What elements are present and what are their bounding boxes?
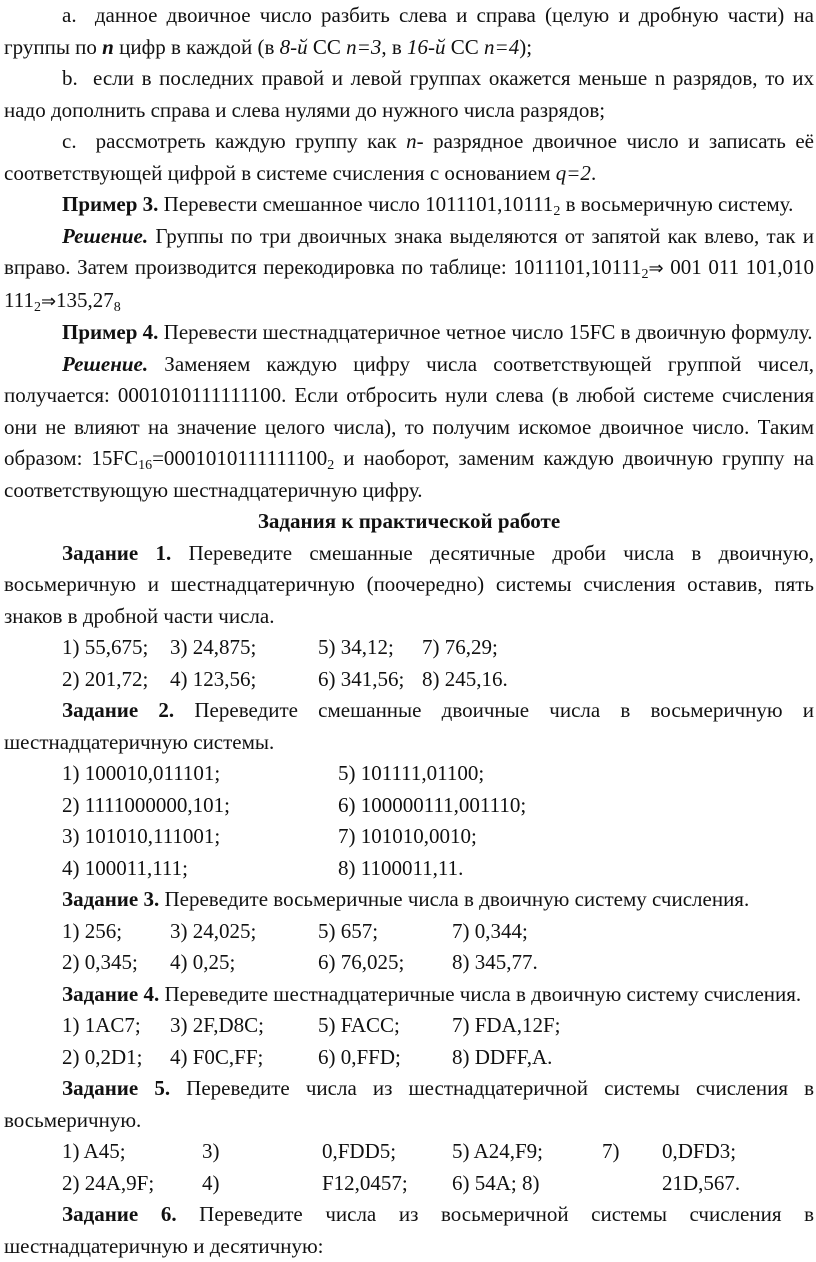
task-row: 1) 100010,011101; 5) 101111,01100; (62, 761, 485, 785)
task-label: Задание 3. (62, 887, 160, 911)
rule-b: b. если в последних правой и левой группах окажется меньше n разрядов, то их надо дополнить справа и слева нулями до нужного числа разрядов; (4, 66, 814, 122)
task-row: 1) A45; 3) 0,FDD5; 5) A24,F9; 7) 0,DFD3; (62, 1139, 737, 1163)
example-3: Пример 3. Перевести смешанное число $1011101,10111_2$ в восьмеричную систему. (62, 192, 794, 219)
rule-a: a. данное двоичное число разбить слева и справа (целую и дробную части) на группы по n цифр в каждой (в 8-й СС n=3, в 16-й СС n=4); (4, 3, 815, 59)
solution-label: Решение. (62, 351, 149, 376)
task-label: Задание 2. (62, 698, 175, 722)
task-row: 3) 101010,111001; 7) 101010,0010; (62, 824, 477, 848)
solution-3: Решение. Группы по три двоичных знака выделяются от запятой как влево, так и вправо. Затем производится перекодировка по таблице: $1011101,10111_2\Rightarrow$ 001 011 101,010 $111_2\Rightarrow 135,27_8$ (4, 223, 814, 315)
list-marker: a. (62, 3, 77, 27)
task-label: Задание 1. (62, 540, 172, 565)
task-label: Задание 4. (62, 981, 160, 1006)
task-row: 2) 24A,9F; 4) F12,0457; 6) 54A; 8) 21D,567. (62, 1170, 741, 1195)
list-marker: b. (62, 66, 78, 90)
task-row: 1) 256; 3) 24,025; 5) 657; 7) 0,344; (62, 918, 528, 943)
task-label: Задание 6. (62, 1202, 177, 1226)
task-1: Задание 1. Переведите смешанные десятичные дроби числа в двоичную, восьмеричную и шестнадцатеричную (поочередно) системы счисления оставив, пять знаков в дробной части числа. (4, 540, 814, 628)
example-4: Пример 4. Перевести шестнадцатеричное четное число 15FC в двоичную формулу. (62, 320, 813, 344)
example-label: Пример 3. (62, 192, 159, 216)
task-2: Задание 2. Переведите смешанные двоичные числа в восьмеричную и шестнадцатеричную системы. (4, 698, 815, 754)
task-5: Задание 5. Переведите числа из шестнадцатеричной системы счисления в восьмеричную. (4, 1076, 814, 1132)
list-marker: c. (62, 129, 77, 153)
example-label: Пример 4. (62, 320, 159, 344)
task-row: 4) 100011,111; 8) 1100011,11. (62, 855, 464, 880)
task-4: Задание 4. Переведите шестнадцатеричные числа в двоичную систему счисления. (62, 981, 802, 1006)
task-row: 1) 55,675; 3) 24,875; 5) 34,12; 7) 76,29; (62, 635, 498, 659)
task-label: Задание 5. (62, 1076, 171, 1100)
task-row: 2) 0,2D1; 4) F0C,FF; 6) 0,FFD; 8) DDFF,A. (62, 1044, 553, 1069)
task-3: Задание 3. Переведите восьмеричные числа в двоичную систему счисления. (62, 887, 750, 911)
solution-4: Решение. Заменяем каждую цифру числа соответствующей группой чисел, получается: 0001010111111100. Если отбросить нули слева (в любой системе счисления они не влияют на значение целого числа), то получим искомое двоичное число. Таким образом: $15FC_{16}=0001010111111100_2$ и наоборот, заменим каждую двоичную группу на соответствующую шестнадцатеричную цифру. (4, 351, 814, 502)
implies-arrow-icon: ⇒ (648, 258, 664, 279)
implies-arrow-icon: ⇒ (40, 290, 57, 312)
task-row: 1) 1AC7; 3) 2F,D8C; 5) FACC; 7) FDA,12F; (62, 1013, 561, 1037)
task-row: 2) 1111000000,101; 6) 100000111,001110; (62, 792, 527, 817)
task-6: Задание 6. Переведите числа из восьмеричной системы счисления в шестнадцатеричную и десятичную: (4, 1202, 814, 1258)
task-row: 2) 201,72; 4) 123,56; 6) 341,56; 8) 245,16. (62, 666, 508, 691)
section-title: Задания к практической работе (257, 509, 561, 533)
rule-c: c. рассмотреть каждую группу как n- разрядное двоичное число и записать её соответствующей цифрой в системе счисления с основанием q=2. (4, 129, 814, 185)
solution-label: Решение. (62, 223, 149, 248)
task-row: 2) 0,345; 4) 0,25; 6) 76,025; 8) 345,77. (62, 950, 538, 974)
